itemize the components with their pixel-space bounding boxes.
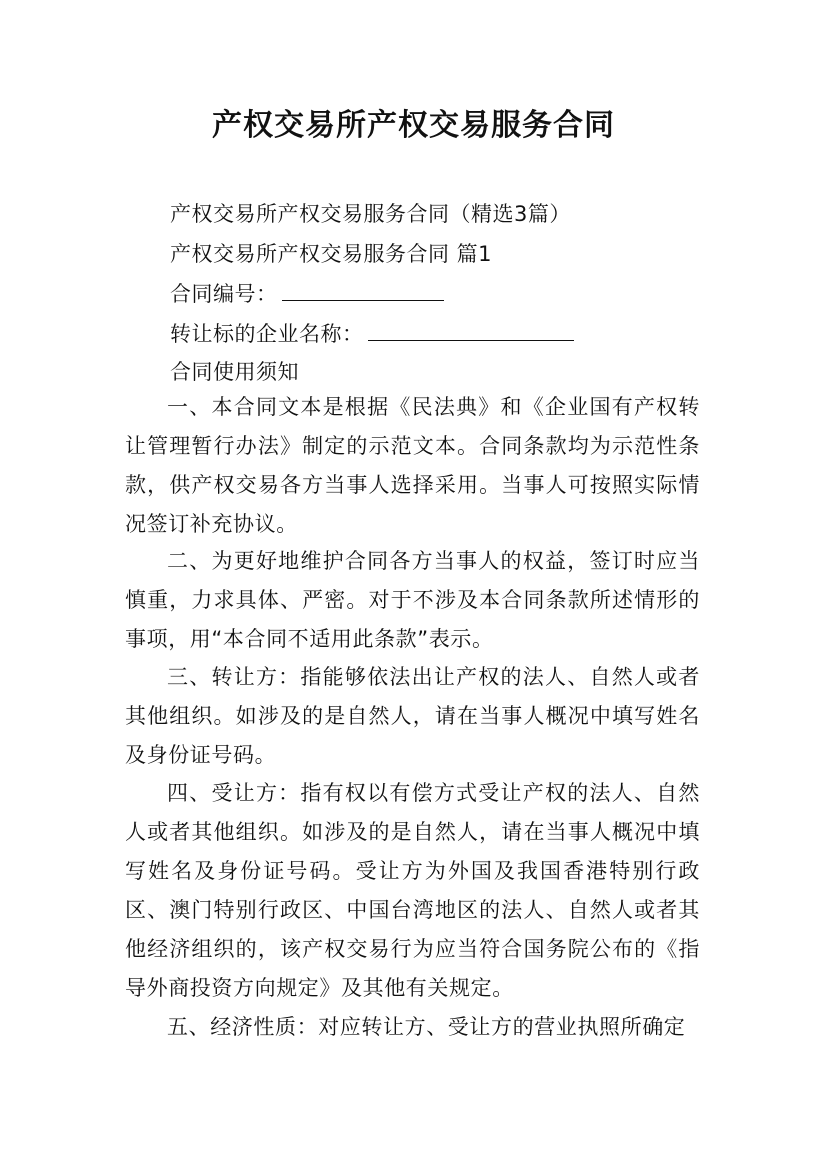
contract-number-blank xyxy=(282,280,444,301)
company-name-line xyxy=(170,318,574,348)
company-name-label: 转让标的企业名称： xyxy=(170,322,364,346)
paragraph-2: 二、为更好地维护合同各方当事人的权益，签订时应当慎重，力求具体、严密。对于不涉及本合同条款所述情形的事项，用“本合同不适用此条款”表示。 xyxy=(125,549,700,651)
contract-number-label: 合同编号： xyxy=(170,282,278,306)
paragraph-1: 一、本合同文本是根据《民法典》和《企业国有产权转让管理暂行办法》制定的示范文本。合同条款均为示范性条款，供产权交易各方当事人选择采用。当事人可按照实际情况签订补充协议。 xyxy=(125,395,700,536)
document-title: 产权交易所产权交易服务合同 xyxy=(212,108,615,143)
company-name-blank xyxy=(368,320,574,341)
section-heading: 产权交易所产权交易服务合同 篇1 xyxy=(170,242,493,266)
paragraph-4: 四、受让方：指有权以有偿方式受让产权的法人、自然人或者其他组织。如涉及的是自然人，请在当事人概况中填写姓名及身份证号码。受让方为外国及我国香港特别行政区、澳门特别行政区、中国台湾地区的法人、自然人或者其他经济组织的，该产权交易行为应当符合国务院公布的《指导外商投资方向规定》及其他有关规定。 xyxy=(125,781,700,1000)
paragraph-3: 三、转让方：指能够依法出让产权的法人、自然人或者其他组织。如涉及的是自然人，请在当事人概况中填写姓名及身份证号码。 xyxy=(125,665,700,767)
document-subtitle: 产权交易所产权交易服务合同（精选3篇） xyxy=(170,202,571,226)
contract-number-line xyxy=(170,278,444,308)
notice-heading: 合同使用须知 xyxy=(170,360,299,384)
paragraph-5: 五、经济性质：对应转让方、受让方的营业执照所确定 xyxy=(167,1015,686,1039)
